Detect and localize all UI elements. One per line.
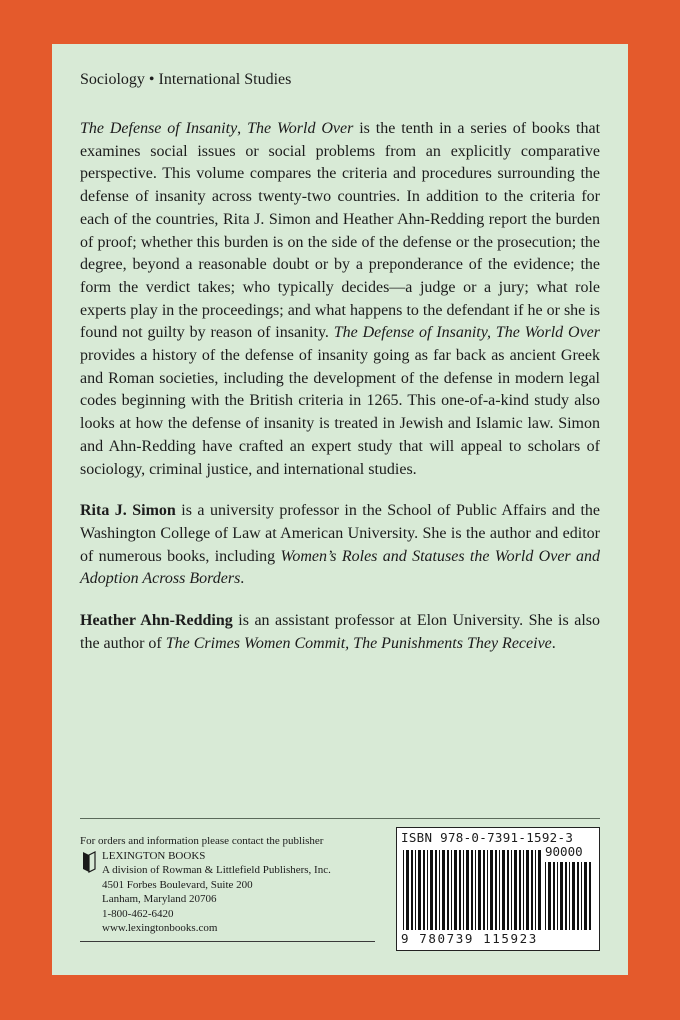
barcode-bar bbox=[454, 850, 457, 930]
barcode-bar bbox=[442, 850, 445, 930]
barcode-bar bbox=[526, 850, 529, 930]
barcode-bar bbox=[502, 850, 505, 930]
barcode-bar bbox=[569, 862, 570, 930]
barcode-bar bbox=[572, 862, 575, 930]
author-name: Heather Ahn-Redding bbox=[80, 612, 233, 630]
barcode-bar bbox=[577, 862, 579, 930]
barcode-bar bbox=[523, 850, 524, 930]
description-paragraph: The Defense of Insanity, The World Over is the tenth in a series of books that examines social issues or social problems from an explicitly comparative perspective. This volume compares the criteria and procedures surrounding the defense of insanity across twenty-two countries. In addition to the criteria for each of the countries, Rita J. Simon and Heather Ahn-Redding report the burden of proof; whether this burden is on the side of the defense or the prosecution; the degree, beyond a reasonable doubt or by a preponderance of the evidence; the form the verdict takes; who typically decides—a judge or a jury; what role experts play in the proceedings; and what happens to the defendant if he or she is found not guilty by reason of insanity. The Defense of Insanity, The World Over provides a history of the defense of insanity going as far back as ancient Greek and Roman societies, including the development of the defense in modern legal codes beginning with the British criteria in 1265. This one-of-a-kind study also looks at how the defense of insanity is treated in Jewish and Islamic law. Simon and Ahn-Redding have crafted an expert study that will appeal to scholars of sociology, criminal justice, and international studies. bbox=[80, 120, 601, 478]
barcode-bar bbox=[466, 850, 469, 930]
barcode-bar bbox=[415, 850, 416, 930]
book-title-inline: The Defense of Insanity, The World Over bbox=[333, 324, 601, 342]
barcode-bar bbox=[478, 850, 481, 930]
barcode-bar bbox=[531, 850, 533, 930]
barcode-bar bbox=[411, 850, 413, 930]
barcode-bar bbox=[560, 862, 563, 930]
barcode-bar bbox=[507, 850, 509, 930]
cover-text bbox=[80, 118, 600, 655]
barcode-bar bbox=[514, 850, 517, 930]
barcode-bar bbox=[538, 850, 541, 930]
contact-underline bbox=[80, 941, 375, 942]
barcode-bar bbox=[483, 850, 485, 930]
barcode-bar bbox=[553, 862, 555, 930]
barcode-bar bbox=[557, 862, 558, 930]
barcode-bar bbox=[545, 862, 546, 930]
barcode-bar bbox=[406, 850, 409, 930]
author-bio-simon: Rita J. Simon is a university professor in the School of Public Affairs and the Washington College of Law at American University. She is the author and editor of numerous books, including Women’s Roles and Statuses the World Over and Adoption Across Borders. bbox=[80, 502, 601, 588]
barcode-bar bbox=[427, 850, 428, 930]
barcode-bar bbox=[423, 850, 425, 930]
barcode-bar bbox=[475, 850, 476, 930]
back-cover-panel bbox=[52, 44, 628, 975]
category-label: Sociology • International Studies bbox=[80, 71, 292, 88]
book-title: The Defense of Insanity bbox=[80, 120, 238, 137]
publisher-contact bbox=[80, 834, 380, 936]
publisher-block bbox=[80, 849, 380, 936]
barcode-bar bbox=[548, 862, 551, 930]
author-name: Rita J. Simon bbox=[80, 502, 176, 520]
publisher-address-line-1: 4501 Forbes Boulevard, Suite 200 bbox=[102, 878, 253, 891]
barcode-bar bbox=[451, 850, 452, 930]
barcode-bar bbox=[435, 850, 437, 930]
barcode-bar bbox=[519, 850, 521, 930]
publisher-address-line-2: Lanham, Maryland 20706 bbox=[102, 893, 217, 905]
barcode-bar bbox=[535, 850, 536, 930]
book-subtitle: The World Over bbox=[247, 120, 354, 137]
barcode-bar bbox=[447, 850, 449, 930]
barcode-bar bbox=[403, 850, 404, 930]
barcode-bar bbox=[439, 850, 440, 930]
barcode-bar bbox=[418, 850, 421, 930]
author-books: The Crimes Women Commit, The Punishments They Receive bbox=[165, 634, 552, 652]
barcode-bar bbox=[589, 862, 591, 930]
barcode-bar bbox=[490, 850, 493, 930]
barcode-bar bbox=[511, 850, 512, 930]
isbn-number: ISBN 978-0-7391-1592-3 bbox=[401, 830, 574, 845]
barcode-bar bbox=[495, 850, 497, 930]
publisher-division: A division of Rowman & Littlefield Publishers, Inc. bbox=[102, 864, 331, 876]
barcode-bar bbox=[565, 862, 567, 930]
price-code: 90000 bbox=[545, 844, 583, 859]
publisher-phone: 1-800-462-6420 bbox=[102, 907, 174, 920]
publisher-name: LEXINGTON BOOKS bbox=[102, 849, 206, 862]
barcode-digits: 9 780739 115923 bbox=[401, 931, 538, 946]
contact-intro: For orders and information please contact the publisher bbox=[80, 835, 324, 847]
barcode-bar bbox=[463, 850, 464, 930]
barcode-bar bbox=[581, 862, 582, 930]
barcode-bar bbox=[487, 850, 488, 930]
barcode-bar bbox=[459, 850, 461, 930]
publisher-website: www.lexingtonbooks.com bbox=[102, 922, 218, 934]
barcode-bar bbox=[499, 850, 500, 930]
barcode-bars-main bbox=[403, 850, 541, 930]
publisher-logo-icon bbox=[82, 851, 96, 873]
barcode-bars-addon bbox=[545, 862, 593, 930]
isbn-barcode bbox=[396, 827, 600, 951]
divider-line bbox=[80, 818, 600, 819]
author-bio-ahn-redding: Heather Ahn-Redding is an assistant professor at Elon University. She is also the author of The Crimes Women Commit, The Punishments They Receive. bbox=[80, 612, 601, 652]
author-books: Women’s Roles and Statuses the World Over and Adoption Across Borders bbox=[80, 547, 601, 588]
barcode-bar bbox=[430, 850, 433, 930]
barcode-bar bbox=[471, 850, 473, 930]
barcode-bar bbox=[584, 862, 587, 930]
